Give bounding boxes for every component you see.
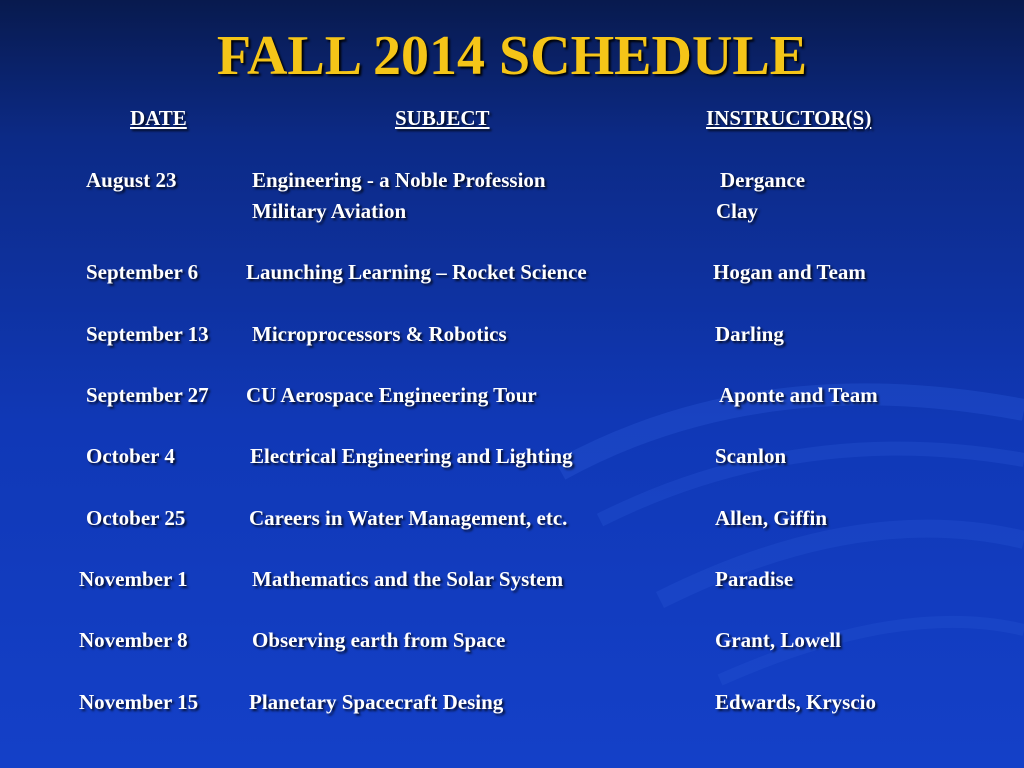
schedule-date: September 27 (86, 383, 209, 407)
schedule-subject: Microprocessors & Robotics (252, 322, 507, 346)
schedule-date: August 23 (86, 168, 177, 192)
schedule-instructor: Clay (716, 199, 758, 223)
schedule-instructor: Hogan and Team (713, 260, 866, 284)
schedule-subject: CU Aerospace Engineering Tour (246, 383, 537, 407)
instructor-column-header: INSTRUCTOR(S) (706, 106, 872, 130)
schedule-instructor: Scanlon (715, 444, 787, 468)
schedule-date: September 13 (86, 322, 209, 346)
schedule-subject: Careers in Water Management, etc. (249, 506, 568, 530)
schedule-instructor: Darling (715, 322, 784, 346)
schedule-subject: Engineering - a Noble Profession (252, 168, 546, 192)
schedule-subject: Planetary Spacecraft Desing (249, 690, 504, 714)
schedule-date: September 6 (86, 260, 199, 284)
schedule-instructor: Dergance (720, 168, 806, 192)
schedule-date: November 1 (79, 567, 188, 591)
subject-column-header: SUBJECT (395, 106, 490, 130)
schedule-instructor: Edwards, Kryscio (715, 690, 877, 714)
schedule-instructor: Paradise (715, 567, 794, 591)
schedule-subject: Launching Learning – Rocket Science (246, 260, 587, 284)
schedule-instructor: Grant, Lowell (715, 628, 841, 652)
schedule-subject: Observing earth from Space (252, 628, 506, 652)
schedule-date: November 15 (79, 690, 199, 714)
date-column-header: DATE (130, 106, 187, 130)
schedule-date: November 8 (79, 628, 188, 652)
schedule-instructor: Allen, Giffin (715, 506, 828, 530)
schedule-date: October 4 (86, 444, 175, 468)
schedule-subject: Electrical Engineering and Lighting (250, 444, 573, 468)
page-title: FALL 2014 SCHEDULE (216, 25, 808, 87)
schedule-instructor: Aponte and Team (719, 383, 878, 407)
schedule-subject: Military Aviation (252, 199, 407, 223)
schedule-subject: Mathematics and the Solar System (252, 567, 564, 591)
schedule-date: October 25 (86, 506, 186, 530)
